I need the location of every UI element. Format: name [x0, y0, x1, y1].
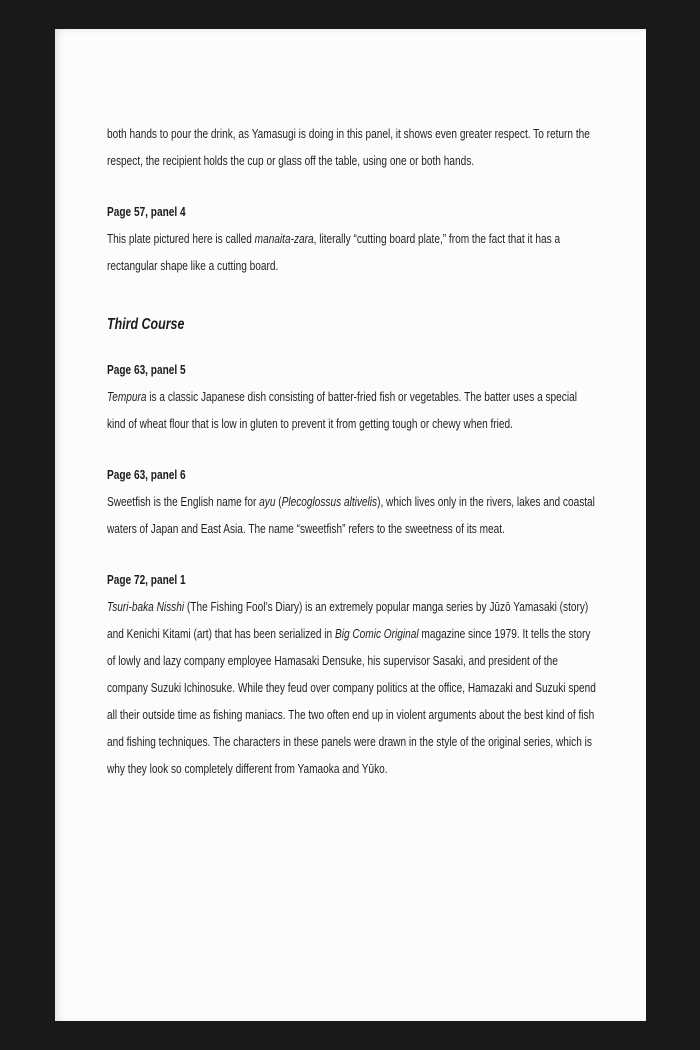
text-run: (	[275, 494, 282, 509]
paragraph	[107, 593, 598, 782]
paragraph	[107, 383, 598, 437]
text-run: ), which lives only in the rivers, lakes and coastal waters of Japan and East Asia. The name “sweetfish” refers to the sweetness of its meat.	[107, 494, 595, 536]
note-heading: Page 72, panel 1	[107, 572, 186, 587]
paragraph-continuation-section	[107, 120, 598, 174]
note-page72-panel1	[107, 566, 598, 782]
text-run: , literally “cutting board plate,” from the fact that it has a rectangular shape like a cutting board.	[107, 231, 561, 273]
text-run-italic: manaita-zara	[254, 231, 314, 246]
text-run-italic: ayu	[259, 494, 276, 509]
note-page57-panel4	[107, 198, 598, 279]
text-run: (The Fishing Fool’s Diary) is an extremely popular manga series by Jūzō Yamasaki (story) and Kenichi Kitami (art) that has been serialized in	[107, 599, 589, 641]
text-column	[107, 120, 598, 782]
paragraph	[107, 120, 598, 174]
note-page63-panel5	[107, 356, 598, 437]
text-run-italic: Tempura	[107, 389, 147, 404]
text-run: Sweetfish is the English name for	[107, 494, 260, 509]
text-run-italic: Plecoglossus altivelis	[281, 494, 378, 509]
paragraph	[107, 225, 598, 279]
book-page	[55, 29, 646, 1021]
course-heading-section	[107, 311, 598, 338]
text-run-italic: Big Comic Original	[334, 626, 419, 641]
text-run: magazine since 1979. It tells the story of lowly and lazy company employee Hamasaki Densuke, his supervisor Sasaki, and president of the company Suzuki Ichinosuke. While they feud over company politics at the office, Hamazaki and Suzuki spend all their outside time as fishing maniacs. The two often end up in violent arguments about the best kind of fish and fishing techniques. The characters in these panels were drawn in the style of the original series, which is why they look so completely different from Yamaoka and Yūko.	[107, 626, 596, 776]
paragraph	[107, 488, 598, 542]
text-run-italic: Tsuri-baka Nisshi	[107, 599, 185, 614]
note-heading: Page 63, panel 6	[107, 467, 186, 482]
course-heading: Third Course	[107, 316, 185, 333]
text-run: This plate pictured here is called	[107, 231, 255, 246]
text-run: both hands to pour the drink, as Yamasugi is doing in this panel, it shows even greater respect. To return the respect, the recipient holds the cup or glass off the table, using one or both hands.	[107, 126, 590, 168]
note-page63-panel6	[107, 461, 598, 542]
text-run: is a classic Japanese dish consisting of batter-fried fish or vegetables. The batter uses a special kind of wheat flour that is low in gluten to prevent it from getting tough or chewy when fried.	[107, 389, 577, 431]
note-heading: Page 63, panel 5	[107, 362, 186, 377]
note-heading: Page 57, panel 4	[107, 204, 186, 219]
